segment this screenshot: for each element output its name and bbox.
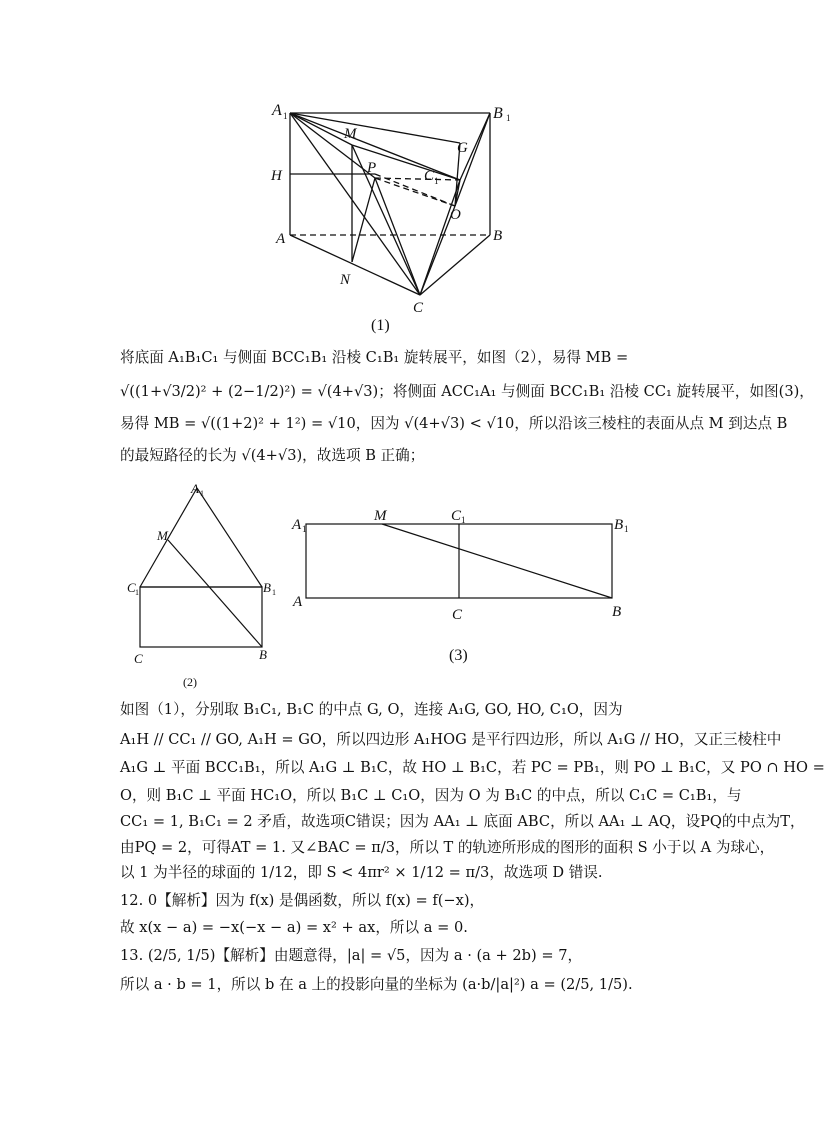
fig2-rect bbox=[140, 587, 262, 647]
fig2-label-C1: C bbox=[127, 580, 136, 595]
label-A: A bbox=[276, 231, 286, 247]
label-H: H bbox=[271, 168, 282, 184]
fig2-label-B: B bbox=[259, 647, 267, 662]
label-A1: A bbox=[272, 102, 282, 119]
fig2-label-B1-sub: 1 bbox=[272, 588, 276, 597]
fig3-label-M: M bbox=[374, 508, 387, 524]
q13-line2: 所以 a · b = 1，所以 b 在 a 上的投影向量的坐标为 (a·b/|a|²) a = (2/5, 1/5). bbox=[120, 976, 633, 993]
label-P: P bbox=[367, 160, 377, 176]
line-A1G bbox=[290, 113, 460, 143]
label-B1-sub: 1 bbox=[506, 113, 511, 123]
para1-line4: 的最短路径的长为 √(4+√3)，故选项 B 正确； bbox=[120, 447, 425, 464]
fig2-label-A1-sub: 1 bbox=[200, 489, 204, 498]
figure-2-caption: (2) bbox=[183, 675, 197, 689]
fig3-label-A1-sub: 1 bbox=[302, 524, 307, 534]
para1-line3: 易得 MB = √((1+2)² + 1²) = √10，因为 √(4+√3) < √10，所以沿该三棱柱的表面从点 M 到达点 B bbox=[120, 415, 788, 432]
fig2-label-C1-sub: 1 bbox=[135, 588, 139, 597]
fig2-MB bbox=[168, 540, 262, 647]
line-A1P bbox=[290, 113, 375, 178]
label-B1: B bbox=[493, 105, 503, 122]
fig2-A1-B1 bbox=[197, 488, 262, 587]
fig3-label-A: A bbox=[293, 594, 303, 610]
fig2-A1-C1 bbox=[140, 488, 197, 587]
fig2-label-A1: A bbox=[191, 481, 199, 496]
fig2-label-C: C bbox=[134, 651, 143, 666]
fig3-label-B1-sub: 1 bbox=[624, 524, 629, 534]
fig3-label-C1: C bbox=[451, 508, 462, 524]
fig3-label-A1: A bbox=[292, 517, 302, 533]
para2-line3: A₁G ⊥ 平面 BCC₁B₁，所以 A₁G ⊥ B₁C，故 HO ⊥ B₁C，若 PC = PB₁，则 PO ⊥ B₁C，又 PO ∩ HO = bbox=[120, 759, 825, 776]
line-NP bbox=[352, 178, 375, 262]
dashed-PO bbox=[375, 178, 455, 206]
para1-line1: 将底面 A₁B₁C₁ 与侧面 BCC₁B₁ 沿棱 C₁B₁ 旋转展平，如图（2），易得 MB = bbox=[120, 349, 629, 366]
fig2-label-M: M bbox=[157, 528, 168, 543]
fig3-label-C: C bbox=[452, 607, 463, 623]
para2-line1: 如图（1），分别取 B₁C₁, B₁C 的中点 G, O，连接 A₁G, GO, HO, C₁O，因为 bbox=[120, 701, 623, 718]
figure-3-caption: (3) bbox=[449, 647, 468, 664]
label-C1-sub: 1 bbox=[434, 176, 439, 186]
para2-line4: O，则 B₁C ⊥ 平面 HC₁O，所以 B₁C ⊥ C₁O，因为 O 为 B₁C 的中点，所以 C₁C = C₁B₁，与 bbox=[120, 787, 742, 804]
figure-1-prism bbox=[0, 0, 800, 345]
line-B1O bbox=[455, 113, 490, 206]
para2-line7: 以 1 为半径的球面的 1/12，即 S < 4πr² × 1/12 = π/3，故选项 D 错误. bbox=[120, 864, 603, 881]
label-B: B bbox=[493, 228, 503, 244]
label-N: N bbox=[340, 272, 351, 288]
q12-line2: 故 x(x − a) = −x(−x − a) = x² + ax，所以 a = 0. bbox=[120, 919, 468, 936]
line-A1M bbox=[290, 113, 352, 145]
figure-1-caption: (1) bbox=[371, 317, 390, 334]
fig2-label-B1: B bbox=[263, 580, 271, 595]
figure-2-3-unfoldings bbox=[0, 470, 800, 700]
label-C1: C bbox=[424, 168, 435, 184]
label-O: O bbox=[450, 207, 461, 223]
label-A1-sub: 1 bbox=[283, 111, 288, 121]
fig3-label-C1-sub: 1 bbox=[461, 515, 466, 525]
label-G: G bbox=[457, 140, 468, 156]
para2-line6: 由PQ = 2，可得AT = 1. 又∠BAC = π/3，所以 T 的轨迹所形成的图形的面积 S 小于以 A 为球心， bbox=[120, 839, 775, 856]
fig3-MB bbox=[382, 524, 612, 598]
q12-line1: 12. 0【解析】因为 f(x) 是偶函数，所以 f(x) = f(−x)， bbox=[120, 892, 485, 909]
label-M: M bbox=[344, 126, 357, 142]
para1-line2: √((1+√3/2)² + (2−1/2)²) = √(4+√3)；将侧面 ACC₁A₁ 与侧面 BCC₁B₁ 沿棱 CC₁ 旋转展平，如图(3)， bbox=[120, 383, 814, 400]
fig3-label-B: B bbox=[612, 604, 622, 620]
label-C: C bbox=[413, 300, 424, 316]
q13-line1: 13. (2/5, 1/5)【解析】由题意得，|a| = √5，因为 a · (a + 2b) = 7， bbox=[120, 947, 583, 964]
para2-line2: A₁H // CC₁ // GO, A₁H = GO，所以四边形 A₁HOG 是平行四边形，所以 A₁G // HO，又正三棱柱中 bbox=[120, 731, 782, 748]
para2-line5: CC₁ = 1, B₁C₁ = 2 矛盾，故选项C错误；因为 AA₁ ⊥ 底面 ABC，所以 AA₁ ⊥ AQ，设PQ的中点为T， bbox=[120, 813, 805, 830]
fig3-label-B1: B bbox=[614, 517, 624, 533]
